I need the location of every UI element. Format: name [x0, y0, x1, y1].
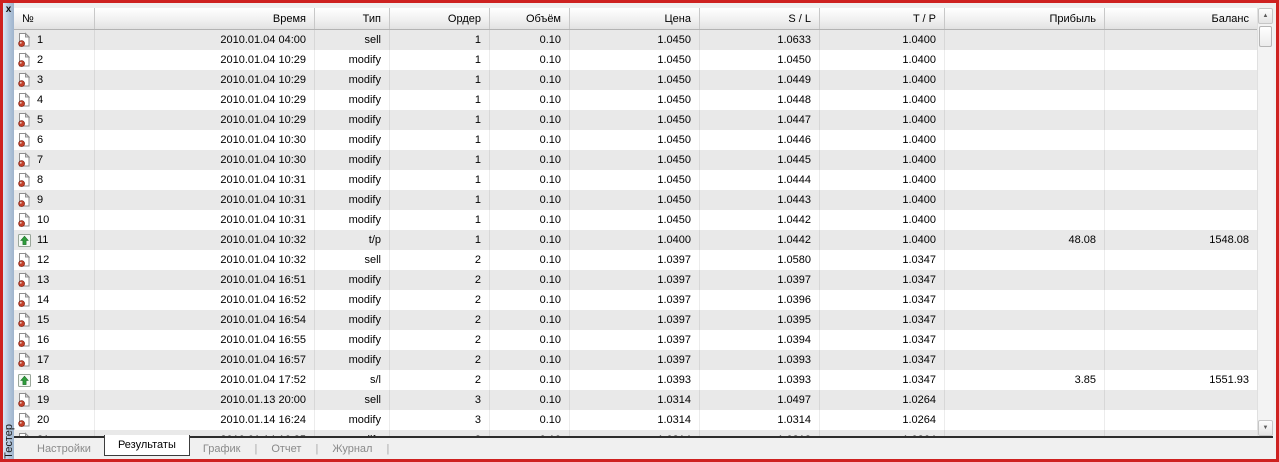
cell-order: 3 — [390, 410, 490, 430]
cell-type: modify — [315, 350, 390, 370]
order-doc-red-dot-icon — [18, 293, 31, 307]
cell-tp: 1.0400 — [820, 50, 945, 70]
cell-profit — [945, 90, 1105, 110]
cell-type: modify — [315, 290, 390, 310]
scroll-up-button[interactable] — [1258, 8, 1273, 24]
cell-time: 2010.01.04 04:00 — [95, 30, 315, 50]
cell-profit — [945, 390, 1105, 410]
cell-type: modify — [315, 310, 390, 330]
cell-num — [14, 270, 95, 290]
order-doc-red-dot-icon — [18, 213, 31, 227]
cell-num — [14, 30, 95, 50]
cell-balance — [1105, 410, 1257, 430]
cell-type: t/p — [315, 230, 390, 250]
cell-price: 1.0450 — [570, 110, 700, 130]
cell-profit — [945, 130, 1105, 150]
cell-type: modify — [315, 130, 390, 150]
cell-volume: 0.10 — [490, 190, 570, 210]
cell-volume: 0.10 — [490, 30, 570, 50]
cell-volume: 0.10 — [490, 70, 570, 90]
cell-balance — [1105, 390, 1257, 410]
scroll-down-icon: ▼ — [1262, 425, 1269, 431]
tab-отчет[interactable]: Отчет — [271, 442, 302, 455]
order-number: 9 — [37, 194, 44, 206]
cell-tp: 1.0347 — [820, 270, 945, 290]
tab-настройки[interactable]: Настройки — [37, 442, 91, 455]
cell-sl: 1.0443 — [700, 190, 820, 210]
table-row[interactable] — [14, 390, 1257, 410]
cell-sl: 1.0633 — [700, 30, 820, 50]
table-row[interactable] — [14, 130, 1257, 150]
column-header-tp[interactable]: T / P — [820, 8, 945, 29]
cell-tp: 1.0264 — [820, 390, 945, 410]
cell-num — [14, 310, 95, 330]
scroll-up-icon: ▲ — [1262, 13, 1269, 19]
cell-sl: 1.0580 — [700, 250, 820, 270]
cell-price: 1.0450 — [570, 190, 700, 210]
order-doc-red-dot-icon — [18, 73, 31, 87]
cell-tp: 1.0400 — [820, 130, 945, 150]
cell-volume: 0.10 — [490, 290, 570, 310]
results-table — [14, 8, 1257, 436]
column-header-sl[interactable]: S / L — [700, 8, 820, 29]
order-number: 18 — [37, 374, 50, 386]
cell-num — [14, 290, 95, 310]
table-row[interactable] — [14, 370, 1257, 390]
cell-time: 2010.01.04 10:29 — [95, 90, 315, 110]
cell-num — [14, 150, 95, 170]
cell-tp: 1.0400 — [820, 110, 945, 130]
cell-time: 2010.01.04 17:52 — [95, 370, 315, 390]
table-row[interactable] — [14, 330, 1257, 350]
order-number: 8 — [37, 174, 44, 186]
cell-price: 1.0397 — [570, 310, 700, 330]
order-close-green-arrow-icon — [18, 233, 31, 247]
cell-price: 1.0450 — [570, 90, 700, 110]
cell-tp: 1.0264 — [820, 410, 945, 430]
order-number: 10 — [37, 214, 50, 226]
cell-num — [14, 130, 95, 150]
column-header-type[interactable]: Тип — [315, 8, 390, 29]
cell-num — [14, 210, 95, 230]
cell-balance — [1105, 70, 1257, 90]
tab-separator: | — [315, 442, 319, 455]
cell-profit — [945, 150, 1105, 170]
cell-time: 2010.01.04 10:32 — [95, 250, 315, 270]
cell-sl: 1.0444 — [700, 170, 820, 190]
cell-profit — [945, 70, 1105, 90]
cell-num — [14, 330, 95, 350]
cell-volume: 0.10 — [490, 130, 570, 150]
column-header-time[interactable]: Время — [95, 8, 315, 29]
cell-balance — [1105, 210, 1257, 230]
cell-order: 1 — [390, 210, 490, 230]
cell-time: 2010.01.04 16:51 — [95, 270, 315, 290]
order-number: 17 — [37, 354, 50, 366]
cell-time: 2010.01.04 10:31 — [95, 170, 315, 190]
order-doc-red-dot-icon — [18, 253, 31, 267]
table-row[interactable] — [14, 30, 1257, 50]
table-row[interactable] — [14, 410, 1257, 430]
cell-volume: 0.10 — [490, 90, 570, 110]
cell-type: modify — [315, 410, 390, 430]
cell-num — [14, 110, 95, 130]
cell-price: 1.0397 — [570, 250, 700, 270]
cell-sl: 1.0396 — [700, 290, 820, 310]
tab-журнал[interactable]: Журнал — [332, 442, 373, 455]
cell-type: modify — [315, 70, 390, 90]
table-header-row — [14, 8, 1257, 30]
table-row[interactable] — [14, 70, 1257, 90]
cell-sl: 1.0393 — [700, 370, 820, 390]
cell-profit — [945, 30, 1105, 50]
column-header-order[interactable]: Ордер — [390, 8, 490, 29]
cell-type: modify — [315, 90, 390, 110]
cell-price: 1.0314 — [570, 390, 700, 410]
cell-profit — [945, 250, 1105, 270]
order-doc-red-dot-icon — [18, 413, 31, 427]
cell-order: 1 — [390, 170, 490, 190]
cell-time: 2010.01.04 10:30 — [95, 130, 315, 150]
cell-order: 2 — [390, 310, 490, 330]
cell-order: 2 — [390, 270, 490, 290]
cell-sl: 1.0393 — [700, 350, 820, 370]
cell-sl: 1.0446 — [700, 130, 820, 150]
order-doc-red-dot-icon — [18, 193, 31, 207]
cell-profit: 3.85 — [945, 370, 1105, 390]
cell-time: 2010.01.04 10:29 — [95, 70, 315, 90]
cell-volume: 0.10 — [490, 270, 570, 290]
cell-volume: 0.10 — [490, 310, 570, 330]
cell-num — [14, 90, 95, 110]
cell-tp: 1.0347 — [820, 250, 945, 270]
column-header-profit[interactable]: Прибыль — [945, 8, 1105, 29]
cell-num — [14, 370, 95, 390]
order-doc-red-dot-icon — [18, 353, 31, 367]
cell-volume: 0.10 — [490, 150, 570, 170]
cell-type: modify — [315, 270, 390, 290]
cell-order: 2 — [390, 370, 490, 390]
order-number: 5 — [37, 114, 44, 126]
order-doc-red-dot-icon — [18, 153, 31, 167]
cell-balance — [1105, 50, 1257, 70]
cell-time: 2010.01.04 16:57 — [95, 350, 315, 370]
cell-volume: 0.10 — [490, 50, 570, 70]
cell-order: 1 — [390, 50, 490, 70]
cell-time: 2010.01.14 16:24 — [95, 410, 315, 430]
cell-num — [14, 70, 95, 90]
cell-time: 2010.01.04 16:52 — [95, 290, 315, 310]
cell-price: 1.0450 — [570, 150, 700, 170]
order-doc-red-dot-icon — [18, 273, 31, 287]
cell-num — [14, 190, 95, 210]
cell-volume: 0.10 — [490, 210, 570, 230]
table-row[interactable] — [14, 290, 1257, 310]
cell-price: 1.0397 — [570, 270, 700, 290]
cell-order: 2 — [390, 250, 490, 270]
order-doc-red-dot-icon — [18, 173, 31, 187]
cell-time: 2010.01.04 10:29 — [95, 50, 315, 70]
cell-price: 1.0314 — [570, 410, 700, 430]
tester-tab-bar — [14, 438, 1276, 459]
order-number: 2 — [37, 54, 44, 66]
cell-order: 1 — [390, 110, 490, 130]
column-header-volume[interactable]: Объём — [490, 8, 570, 29]
cell-tp: 1.0400 — [820, 210, 945, 230]
cell-order: 1 — [390, 150, 490, 170]
cell-profit — [945, 50, 1105, 70]
results-pane — [14, 3, 1276, 459]
cell-balance — [1105, 290, 1257, 310]
cell-tp: 1.0347 — [820, 370, 945, 390]
cell-sl: 1.0442 — [700, 230, 820, 250]
table-row[interactable] — [14, 250, 1257, 270]
cell-profit — [945, 190, 1105, 210]
cell-type: modify — [315, 170, 390, 190]
cell-price: 1.0450 — [570, 170, 700, 190]
cell-type: sell — [315, 250, 390, 270]
cell-price: 1.0450 — [570, 210, 700, 230]
cell-tp: 1.0347 — [820, 330, 945, 350]
cell-num — [14, 250, 95, 270]
order-doc-red-dot-icon — [18, 393, 31, 407]
cell-profit — [945, 290, 1105, 310]
cell-time: 2010.01.04 16:54 — [95, 310, 315, 330]
order-number: 3 — [37, 74, 44, 86]
cell-profit — [945, 310, 1105, 330]
cell-profit — [945, 330, 1105, 350]
cell-profit — [945, 270, 1105, 290]
cell-balance: 1551.93 — [1209, 374, 1249, 386]
order-number: 19 — [37, 394, 50, 406]
cell-time: 2010.01.04 10:30 — [95, 150, 315, 170]
order-close-green-arrow-icon — [18, 373, 31, 387]
order-number: 11 — [37, 234, 49, 246]
scroll-down-button[interactable] — [1258, 420, 1273, 436]
cell-volume: 0.10 — [490, 410, 570, 430]
table-row[interactable] — [14, 210, 1257, 230]
cell-num — [14, 410, 95, 430]
cell-order: 1 — [390, 90, 490, 110]
cell-volume: 0.10 — [490, 370, 570, 390]
cell-num — [14, 230, 95, 250]
cell-num — [14, 170, 95, 190]
cell-type: sell — [315, 30, 390, 50]
table-row[interactable] — [14, 170, 1257, 190]
cell-sl: 1.0447 — [700, 110, 820, 130]
cell-order: 1 — [390, 30, 490, 50]
tab-separator: | — [254, 442, 258, 455]
cell-sl: 1.0448 — [700, 90, 820, 110]
cell-price: 1.0450 — [570, 30, 700, 50]
order-doc-red-dot-icon — [18, 113, 31, 127]
table-row[interactable] — [14, 270, 1257, 290]
cell-type: modify — [315, 50, 390, 70]
cell-tp: 1.0400 — [820, 230, 945, 250]
cell-price: 1.0400 — [570, 230, 700, 250]
cell-order: 1 — [390, 190, 490, 210]
cell-num — [14, 390, 95, 410]
close-icon[interactable]: x — [5, 4, 12, 15]
cell-profit: 48.08 — [945, 230, 1105, 250]
cell-time: 2010.01.04 10:29 — [95, 110, 315, 130]
cell-type: modify — [315, 110, 390, 130]
order-doc-red-dot-icon — [18, 133, 31, 147]
order-doc-red-dot-icon — [18, 93, 31, 107]
cell-time: 2010.01.13 20:00 — [95, 390, 315, 410]
table-row[interactable] — [14, 90, 1257, 110]
cell-time: 2010.01.04 16:55 — [95, 330, 315, 350]
cell-sl: 1.0497 — [700, 390, 820, 410]
table-row[interactable] — [14, 230, 1257, 250]
cell-balance — [1105, 250, 1257, 270]
cell-balance — [1105, 90, 1257, 110]
cell-volume: 0.10 — [490, 230, 570, 250]
cell-type: modify — [315, 190, 390, 210]
cell-tp: 1.0400 — [820, 170, 945, 190]
cell-price: 1.0450 — [570, 50, 700, 70]
order-number: 15 — [37, 314, 50, 326]
order-doc-red-dot-icon — [18, 313, 31, 327]
results-table-area — [14, 8, 1273, 436]
table-row[interactable] — [14, 310, 1257, 330]
cell-balance — [1105, 330, 1257, 350]
order-number: 14 — [37, 294, 50, 306]
cell-balance: 1548.08 — [1209, 234, 1249, 246]
cell-time: 2010.01.04 10:32 — [95, 230, 315, 250]
cell-balance — [1105, 270, 1257, 290]
order-doc-red-dot-icon — [18, 333, 31, 347]
cell-type: sell — [315, 390, 390, 410]
cell-type: s/l — [315, 370, 390, 390]
cell-price: 1.0393 — [570, 370, 700, 390]
tab-график[interactable]: График — [202, 442, 241, 455]
cell-balance — [1105, 350, 1257, 370]
order-doc-red-dot-icon — [18, 33, 31, 47]
column-header-num[interactable]: № — [14, 8, 95, 29]
table-row[interactable] — [14, 150, 1257, 170]
cell-time: 2010.01.04 10:31 — [95, 210, 315, 230]
cell-num — [14, 350, 95, 370]
cell-balance — [1105, 150, 1257, 170]
cell-tp: 1.0400 — [820, 30, 945, 50]
cell-tp: 1.0400 — [820, 150, 945, 170]
cell-sl: 1.0450 — [700, 50, 820, 70]
cell-balance — [1105, 190, 1257, 210]
cell-profit — [945, 170, 1105, 190]
cell-price: 1.0397 — [570, 350, 700, 370]
cell-volume: 0.10 — [490, 330, 570, 350]
column-header-balance[interactable]: Баланс — [1211, 12, 1249, 25]
table-rows-viewport — [14, 30, 1257, 435]
cell-type: modify — [315, 330, 390, 350]
cell-tp: 1.0400 — [820, 190, 945, 210]
column-header-price[interactable]: Цена — [570, 8, 700, 29]
cell-sl: 1.0442 — [700, 210, 820, 230]
order-number: 7 — [37, 154, 44, 166]
cell-order: 1 — [390, 130, 490, 150]
cell-order: 2 — [390, 290, 490, 310]
cell-profit — [945, 350, 1105, 370]
order-number: 1 — [37, 34, 44, 46]
cell-sl: 1.0394 — [700, 330, 820, 350]
tester-panel-strip — [3, 3, 14, 459]
cell-order: 3 — [390, 390, 490, 410]
table-row[interactable] — [14, 190, 1257, 210]
cell-sl: 1.0445 — [700, 150, 820, 170]
cell-balance — [1105, 30, 1257, 50]
cell-sl: 1.0314 — [700, 410, 820, 430]
cell-price: 1.0397 — [570, 330, 700, 350]
order-number: 20 — [37, 414, 50, 426]
cell-balance — [1105, 130, 1257, 150]
cell-price: 1.0450 — [570, 130, 700, 150]
table-row[interactable] — [14, 50, 1257, 70]
cell-price: 1.0450 — [570, 70, 700, 90]
cell-volume: 0.10 — [490, 250, 570, 270]
cell-volume: 0.10 — [490, 390, 570, 410]
table-row[interactable] — [14, 110, 1257, 130]
scrollbar-thumb[interactable] — [1259, 26, 1272, 47]
panel-title-vertical: Тестер — [2, 424, 15, 459]
cell-profit — [945, 210, 1105, 230]
order-number: 13 — [37, 274, 50, 286]
cell-volume: 0.10 — [490, 170, 570, 190]
cell-price: 1.0397 — [570, 290, 700, 310]
cell-tp: 1.0400 — [820, 70, 945, 90]
cell-sl: 1.0397 — [700, 270, 820, 290]
cell-sl: 1.0395 — [700, 310, 820, 330]
cell-tp: 1.0347 — [820, 310, 945, 330]
cell-tp: 1.0400 — [820, 90, 945, 110]
order-number: 12 — [37, 254, 50, 266]
cell-type: modify — [315, 210, 390, 230]
cell-balance — [1105, 310, 1257, 330]
order-number: 6 — [37, 134, 44, 146]
cell-type: modify — [315, 150, 390, 170]
cell-balance — [1105, 110, 1257, 130]
cell-balance — [1105, 170, 1257, 190]
cell-order: 2 — [390, 350, 490, 370]
tab-результаты[interactable]: Результаты — [104, 435, 190, 456]
order-doc-red-dot-icon — [18, 53, 31, 67]
cell-order: 2 — [390, 330, 490, 350]
order-number: 16 — [37, 334, 50, 346]
cell-profit — [945, 410, 1105, 430]
cell-tp: 1.0347 — [820, 350, 945, 370]
cell-num — [14, 50, 95, 70]
order-number: 4 — [37, 94, 44, 106]
cell-order: 1 — [390, 230, 490, 250]
cell-sl: 1.0449 — [700, 70, 820, 90]
cell-volume: 0.10 — [490, 350, 570, 370]
table-row[interactable] — [14, 350, 1257, 370]
cell-tp: 1.0347 — [820, 290, 945, 310]
cell-time: 2010.01.04 10:31 — [95, 190, 315, 210]
tab-separator: | — [386, 442, 390, 455]
cell-profit — [945, 110, 1105, 130]
cell-volume: 0.10 — [490, 110, 570, 130]
vertical-scrollbar[interactable] — [1257, 8, 1273, 436]
cell-order: 1 — [390, 70, 490, 90]
scrollbar-track[interactable] — [1258, 49, 1273, 420]
